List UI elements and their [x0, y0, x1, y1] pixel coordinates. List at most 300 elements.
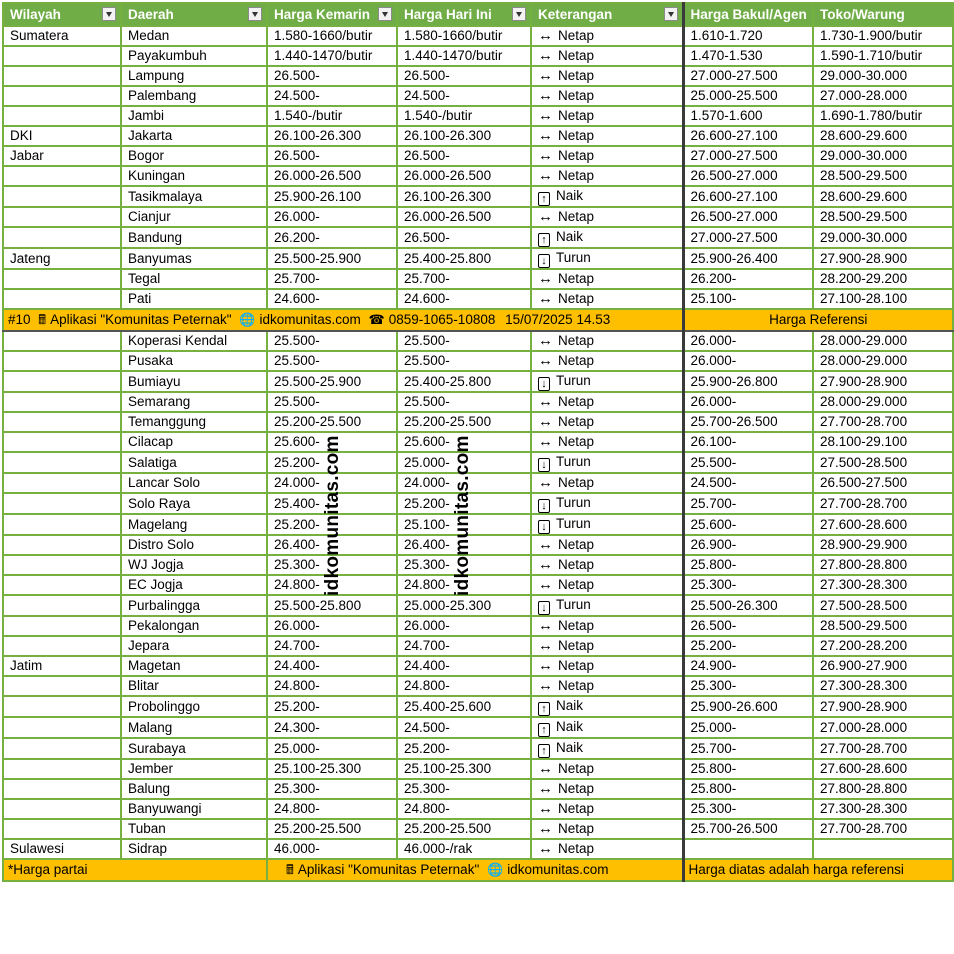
cell-harga-hari-ini[interactable]: 24.500-	[397, 86, 531, 106]
cell-harga-bakul[interactable]: 1.570-1.600	[683, 106, 813, 126]
cell-keterangan[interactable]	[531, 46, 683, 66]
cell-daerah[interactable]: Pati	[121, 289, 267, 309]
cell-wilayah[interactable]: Jabar	[3, 146, 121, 166]
header-wilayah[interactable]	[3, 3, 121, 26]
cell-keterangan[interactable]	[531, 738, 683, 759]
cell-keterangan[interactable]	[531, 452, 683, 473]
header-harga-bakul[interactable]	[683, 3, 813, 26]
cell-keterangan[interactable]	[531, 126, 683, 146]
cell-keterangan[interactable]	[531, 26, 683, 46]
cell-wilayah[interactable]	[3, 717, 121, 738]
cell-harga-bakul[interactable]: 24.500-	[683, 473, 813, 493]
cell-toko-warung[interactable]: 28.000-29.000	[813, 392, 953, 412]
cell-toko-warung[interactable]: 27.700-28.700	[813, 493, 953, 514]
cell-wilayah[interactable]	[3, 331, 121, 351]
cell-harga-hari-ini[interactable]: 25.300-	[397, 555, 531, 575]
cell-harga-hari-ini[interactable]: 26.000-26.500	[397, 207, 531, 227]
cell-wilayah[interactable]	[3, 779, 121, 799]
cell-daerah[interactable]: Magelang	[121, 514, 267, 535]
cell-wilayah[interactable]: Sumatera	[3, 26, 121, 46]
cell-harga-kemarin[interactable]: 24.700-	[267, 636, 397, 656]
cell-keterangan[interactable]	[531, 616, 683, 636]
cell-wilayah[interactable]	[3, 514, 121, 535]
cell-wilayah[interactable]	[3, 535, 121, 555]
cell-harga-hari-ini[interactable]: 25.000-	[397, 452, 531, 473]
cell-toko-warung[interactable]: 28.000-29.000	[813, 351, 953, 371]
cell-harga-bakul[interactable]: 26.600-27.100	[683, 126, 813, 146]
cell-daerah[interactable]: Malang	[121, 717, 267, 738]
cell-keterangan[interactable]	[531, 207, 683, 227]
cell-daerah[interactable]: Banyumas	[121, 248, 267, 269]
cell-keterangan[interactable]	[531, 186, 683, 207]
cell-keterangan[interactable]	[531, 535, 683, 555]
cell-harga-bakul[interactable]	[683, 839, 813, 859]
cell-daerah[interactable]: EC Jogja	[121, 575, 267, 595]
cell-harga-kemarin[interactable]: 26.000-26.500	[267, 166, 397, 186]
cell-toko-warung[interactable]: 26.900-27.900	[813, 656, 953, 676]
cell-daerah[interactable]: Semarang	[121, 392, 267, 412]
cell-harga-hari-ini[interactable]: 24.800-	[397, 575, 531, 595]
cell-wilayah[interactable]	[3, 759, 121, 779]
cell-harga-hari-ini[interactable]: 25.100-	[397, 514, 531, 535]
cell-daerah[interactable]: Cianjur	[121, 207, 267, 227]
cell-harga-kemarin[interactable]: 25.500-25.900	[267, 248, 397, 269]
cell-harga-hari-ini[interactable]: 46.000-/rak	[397, 839, 531, 859]
cell-harga-kemarin[interactable]: 24.600-	[267, 289, 397, 309]
cell-keterangan[interactable]	[531, 473, 683, 493]
cell-daerah[interactable]: Lampung	[121, 66, 267, 86]
cell-harga-hari-ini[interactable]: 25.500-	[397, 331, 531, 351]
cell-harga-kemarin[interactable]: 1.440-1470/butir	[267, 46, 397, 66]
cell-toko-warung[interactable]: 27.800-28.800	[813, 555, 953, 575]
cell-keterangan[interactable]	[531, 514, 683, 535]
cell-harga-hari-ini[interactable]: 25.500-	[397, 351, 531, 371]
cell-wilayah[interactable]	[3, 819, 121, 839]
cell-keterangan[interactable]	[531, 432, 683, 452]
cell-daerah[interactable]: Tegal	[121, 269, 267, 289]
cell-daerah[interactable]: Tuban	[121, 819, 267, 839]
cell-harga-kemarin[interactable]: 24.000-	[267, 473, 397, 493]
cell-harga-kemarin[interactable]: 24.800-	[267, 799, 397, 819]
cell-wilayah[interactable]: DKI	[3, 126, 121, 146]
cell-toko-warung[interactable]: 28.000-29.000	[813, 331, 953, 351]
cell-harga-kemarin[interactable]: 26.100-26.300	[267, 126, 397, 146]
cell-toko-warung[interactable]: 27.600-28.600	[813, 759, 953, 779]
cell-keterangan[interactable]	[531, 555, 683, 575]
cell-keterangan[interactable]	[531, 799, 683, 819]
cell-keterangan[interactable]	[531, 248, 683, 269]
cell-harga-bakul[interactable]: 25.100-	[683, 289, 813, 309]
cell-wilayah[interactable]: Jatim	[3, 656, 121, 676]
cell-harga-hari-ini[interactable]: 24.500-	[397, 717, 531, 738]
cell-toko-warung[interactable]: 27.900-28.900	[813, 371, 953, 392]
cell-toko-warung[interactable]: 29.000-30.000	[813, 146, 953, 166]
cell-wilayah[interactable]	[3, 636, 121, 656]
cell-harga-bakul[interactable]: 26.500-	[683, 616, 813, 636]
cell-daerah[interactable]: Banyuwangi	[121, 799, 267, 819]
cell-wilayah[interactable]	[3, 66, 121, 86]
cell-wilayah[interactable]	[3, 371, 121, 392]
cell-keterangan[interactable]	[531, 779, 683, 799]
cell-harga-kemarin[interactable]: 25.500-	[267, 331, 397, 351]
cell-harga-kemarin[interactable]: 24.500-	[267, 86, 397, 106]
cell-toko-warung[interactable]: 29.000-30.000	[813, 227, 953, 248]
cell-toko-warung[interactable]: 27.700-28.700	[813, 412, 953, 432]
cell-harga-hari-ini[interactable]: 25.500-	[397, 392, 531, 412]
cell-harga-bakul[interactable]: 25.600-	[683, 514, 813, 535]
header-daerah[interactable]	[121, 3, 267, 26]
cell-toko-warung[interactable]: 27.300-28.300	[813, 676, 953, 696]
cell-daerah[interactable]: Balung	[121, 779, 267, 799]
header-harga-kemarin[interactable]	[267, 3, 397, 26]
cell-toko-warung[interactable]: 27.000-28.000	[813, 717, 953, 738]
cell-toko-warung[interactable]: 28.500-29.500	[813, 166, 953, 186]
cell-harga-kemarin[interactable]: 25.000-	[267, 738, 397, 759]
cell-harga-bakul[interactable]: 27.000-27.500	[683, 227, 813, 248]
cell-keterangan[interactable]	[531, 575, 683, 595]
cell-harga-bakul[interactable]: 26.000-	[683, 331, 813, 351]
cell-harga-bakul[interactable]: 25.300-	[683, 799, 813, 819]
cell-harga-hari-ini[interactable]: 25.200-25.500	[397, 412, 531, 432]
cell-wilayah[interactable]	[3, 595, 121, 616]
cell-daerah[interactable]: Medan	[121, 26, 267, 46]
left-right-arrow-icon: ↔	[538, 208, 553, 225]
cell-harga-kemarin[interactable]: 26.400-	[267, 535, 397, 555]
cell-toko-warung[interactable]: 28.500-29.500	[813, 207, 953, 227]
cell-harga-bakul[interactable]: 25.900-26.600	[683, 696, 813, 717]
cell-keterangan[interactable]	[531, 106, 683, 126]
cell-harga-hari-ini[interactable]: 25.700-	[397, 269, 531, 289]
cell-wilayah[interactable]	[3, 473, 121, 493]
cell-harga-kemarin[interactable]: 1.540-/butir	[267, 106, 397, 126]
cell-harga-hari-ini[interactable]: 26.000-26.500	[397, 166, 531, 186]
cell-keterangan[interactable]	[531, 656, 683, 676]
cell-daerah[interactable]: Magetan	[121, 656, 267, 676]
cell-harga-hari-ini[interactable]: 24.400-	[397, 656, 531, 676]
cell-harga-hari-ini[interactable]: 25.200-	[397, 738, 531, 759]
cell-daerah[interactable]: Pusaka	[121, 351, 267, 371]
header-toko-warung[interactable]	[813, 3, 953, 26]
cell-harga-hari-ini[interactable]: 25.200-	[397, 493, 531, 514]
cell-harga-bakul[interactable]: 25.200-	[683, 636, 813, 656]
cell-harga-bakul[interactable]: 24.900-	[683, 656, 813, 676]
cell-harga-bakul[interactable]: 25.800-	[683, 555, 813, 575]
cell-toko-warung[interactable]: 27.100-28.100	[813, 289, 953, 309]
cell-daerah[interactable]: Palembang	[121, 86, 267, 106]
cell-keterangan[interactable]	[531, 717, 683, 738]
cell-toko-warung[interactable]: 27.700-28.700	[813, 738, 953, 759]
banner-website[interactable]: idkomunitas.com	[259, 312, 361, 327]
cell-daerah[interactable]: Purbalingga	[121, 595, 267, 616]
cell-harga-bakul[interactable]: 25.000-	[683, 717, 813, 738]
cell-harga-hari-ini[interactable]: 25.200-25.500	[397, 819, 531, 839]
cell-harga-kemarin[interactable]: 25.400-	[267, 493, 397, 514]
cell-harga-hari-ini[interactable]: 1.540-/butir	[397, 106, 531, 126]
cell-harga-kemarin[interactable]: 25.300-	[267, 555, 397, 575]
cell-harga-hari-ini[interactable]: 24.600-	[397, 289, 531, 309]
cell-harga-hari-ini[interactable]: 26.500-	[397, 66, 531, 86]
cell-harga-hari-ini[interactable]: 24.700-	[397, 636, 531, 656]
cell-harga-kemarin[interactable]: 24.800-	[267, 676, 397, 696]
cell-harga-kemarin[interactable]: 25.900-26.100	[267, 186, 397, 207]
cell-harga-bakul[interactable]: 25.000-25.500	[683, 86, 813, 106]
cell-wilayah[interactable]	[3, 207, 121, 227]
cell-harga-kemarin[interactable]: 24.400-	[267, 656, 397, 676]
dropdown-filter-icon[interactable]	[512, 7, 526, 21]
cell-toko-warung[interactable]: 28.100-29.100	[813, 432, 953, 452]
cell-harga-hari-ini[interactable]: 25.400-25.800	[397, 371, 531, 392]
cell-keterangan[interactable]	[531, 166, 683, 186]
cell-harga-bakul[interactable]: 27.000-27.500	[683, 66, 813, 86]
cell-harga-bakul[interactable]: 26.900-	[683, 535, 813, 555]
cell-keterangan[interactable]	[531, 676, 683, 696]
cell-toko-warung[interactable]: 28.200-29.200	[813, 269, 953, 289]
cell-harga-hari-ini[interactable]: 25.000-25.300	[397, 595, 531, 616]
cell-harga-bakul[interactable]: 25.900-26.800	[683, 371, 813, 392]
cell-harga-kemarin[interactable]: 25.200-	[267, 514, 397, 535]
cell-keterangan[interactable]	[531, 146, 683, 166]
cell-wilayah[interactable]: Jateng	[3, 248, 121, 269]
cell-wilayah[interactable]	[3, 493, 121, 514]
cell-daerah[interactable]: Jember	[121, 759, 267, 779]
cell-harga-bakul[interactable]: 26.000-	[683, 392, 813, 412]
cell-toko-warung[interactable]: 27.600-28.600	[813, 514, 953, 535]
cell-wilayah[interactable]	[3, 452, 121, 473]
cell-toko-warung[interactable]: 28.600-29.600	[813, 126, 953, 146]
cell-harga-kemarin[interactable]: 1.580-1660/butir	[267, 26, 397, 46]
cell-keterangan[interactable]	[531, 371, 683, 392]
cell-harga-kemarin[interactable]: 24.300-	[267, 717, 397, 738]
cell-daerah[interactable]: Distro Solo	[121, 535, 267, 555]
cell-harga-bakul[interactable]: 25.800-	[683, 779, 813, 799]
cell-harga-bakul[interactable]: 25.800-	[683, 759, 813, 779]
cell-toko-warung[interactable]: 1.690-1.780/butir	[813, 106, 953, 126]
cell-harga-kemarin[interactable]: 26.000-	[267, 207, 397, 227]
cell-keterangan[interactable]	[531, 86, 683, 106]
cell-toko-warung[interactable]: 26.500-27.500	[813, 473, 953, 493]
cell-harga-bakul[interactable]: 25.500-	[683, 452, 813, 473]
cell-toko-warung[interactable]: 29.000-30.000	[813, 66, 953, 86]
cell-daerah[interactable]: Bandung	[121, 227, 267, 248]
cell-daerah[interactable]: Jakarta	[121, 126, 267, 146]
left-right-arrow-icon: ↔	[538, 87, 553, 104]
cell-harga-kemarin[interactable]: 26.200-	[267, 227, 397, 248]
cell-keterangan[interactable]	[531, 819, 683, 839]
cell-harga-kemarin[interactable]: 26.500-	[267, 146, 397, 166]
cell-keterangan[interactable]	[531, 351, 683, 371]
cell-harga-hari-ini[interactable]: 24.800-	[397, 799, 531, 819]
cell-daerah[interactable]: Tasikmalaya	[121, 186, 267, 207]
cell-daerah[interactable]: Koperasi Kendal	[121, 331, 267, 351]
cell-harga-hari-ini[interactable]: 26.100-26.300	[397, 186, 531, 207]
cell-wilayah[interactable]	[3, 351, 121, 371]
cell-daerah[interactable]: Solo Raya	[121, 493, 267, 514]
cell-keterangan[interactable]	[531, 392, 683, 412]
cell-harga-kemarin[interactable]: 25.200-	[267, 696, 397, 717]
cell-harga-hari-ini[interactable]: 26.400-	[397, 535, 531, 555]
cell-harga-bakul[interactable]: 26.100-	[683, 432, 813, 452]
cell-harga-hari-ini[interactable]: 25.600-	[397, 432, 531, 452]
table-row	[3, 371, 953, 392]
cell-wilayah[interactable]	[3, 738, 121, 759]
cell-harga-hari-ini[interactable]: 1.580-1660/butir	[397, 26, 531, 46]
cell-harga-hari-ini[interactable]: 26.100-26.300	[397, 126, 531, 146]
cell-harga-bakul[interactable]: 26.600-27.100	[683, 186, 813, 207]
cell-harga-kemarin[interactable]: 25.100-25.300	[267, 759, 397, 779]
cell-harga-bakul[interactable]: 25.700-26.500	[683, 819, 813, 839]
cell-wilayah[interactable]: Sulawesi	[3, 839, 121, 859]
cell-daerah[interactable]: Surabaya	[121, 738, 267, 759]
cell-daerah[interactable]: Kuningan	[121, 166, 267, 186]
cell-harga-kemarin[interactable]: 25.300-	[267, 779, 397, 799]
cell-wilayah[interactable]	[3, 696, 121, 717]
cell-toko-warung[interactable]: 27.900-28.900	[813, 248, 953, 269]
cell-harga-bakul[interactable]: 26.500-27.000	[683, 207, 813, 227]
cell-harga-bakul[interactable]: 1.610-1.720	[683, 26, 813, 46]
cell-wilayah[interactable]	[3, 555, 121, 575]
banner-phone[interactable]: 0859-1065-10808	[388, 312, 496, 327]
cell-harga-bakul[interactable]: 1.470-1.530	[683, 46, 813, 66]
cell-harga-bakul[interactable]: 25.700-	[683, 738, 813, 759]
cell-harga-hari-ini[interactable]: 26.000-	[397, 616, 531, 636]
cell-wilayah[interactable]	[3, 616, 121, 636]
cell-harga-hari-ini[interactable]: 25.400-25.600	[397, 696, 531, 717]
cell-harga-hari-ini[interactable]: 25.100-25.300	[397, 759, 531, 779]
cell-wilayah[interactable]	[3, 186, 121, 207]
cell-harga-hari-ini[interactable]: 24.800-	[397, 676, 531, 696]
cell-daerah[interactable]: Salatiga	[121, 452, 267, 473]
cell-harga-bakul[interactable]: 25.700-26.500	[683, 412, 813, 432]
cell-harga-hari-ini[interactable]: 1.440-1470/butir	[397, 46, 531, 66]
dropdown-filter-icon[interactable]	[378, 7, 392, 21]
cell-keterangan[interactable]	[531, 636, 683, 656]
dropdown-filter-icon[interactable]	[248, 7, 262, 21]
cell-keterangan[interactable]	[531, 759, 683, 779]
cell-harga-kemarin[interactable]: 25.500-	[267, 392, 397, 412]
cell-harga-bakul[interactable]: 26.000-	[683, 351, 813, 371]
cell-keterangan[interactable]	[531, 66, 683, 86]
dropdown-filter-icon[interactable]	[664, 7, 678, 21]
cell-harga-kemarin[interactable]: 25.700-	[267, 269, 397, 289]
cell-harga-kemarin[interactable]: 25.200-	[267, 452, 397, 473]
cell-daerah[interactable]: Temanggung	[121, 412, 267, 432]
cell-daerah[interactable]: WJ Jogja	[121, 555, 267, 575]
cell-wilayah[interactable]	[3, 269, 121, 289]
status-label: Netap	[558, 148, 595, 163]
cell-toko-warung[interactable]: 27.500-28.500	[813, 595, 953, 616]
cell-harga-hari-ini[interactable]: 25.300-	[397, 779, 531, 799]
cell-wilayah[interactable]	[3, 166, 121, 186]
down-arrow-box-icon: ↓	[538, 254, 550, 268]
cell-harga-kemarin[interactable]: 26.500-	[267, 66, 397, 86]
footer-website[interactable]: idkomunitas.com	[507, 862, 609, 877]
cell-harga-hari-ini[interactable]: 26.500-	[397, 146, 531, 166]
cell-daerah[interactable]: Lancar Solo	[121, 473, 267, 493]
cell-harga-kemarin[interactable]: 25.200-25.500	[267, 412, 397, 432]
cell-toko-warung[interactable]: 28.500-29.500	[813, 616, 953, 636]
header-keterangan[interactable]	[531, 3, 683, 26]
cell-harga-bakul[interactable]: 27.000-27.500	[683, 146, 813, 166]
cell-toko-warung[interactable]: 28.900-29.900	[813, 535, 953, 555]
cell-harga-kemarin[interactable]: 26.000-	[267, 616, 397, 636]
cell-wilayah[interactable]	[3, 106, 121, 126]
header-harga-hari-ini[interactable]	[397, 3, 531, 26]
cell-keterangan[interactable]	[531, 331, 683, 351]
cell-wilayah[interactable]	[3, 412, 121, 432]
cell-daerah[interactable]: Probolinggo	[121, 696, 267, 717]
cell-wilayah[interactable]	[3, 432, 121, 452]
cell-daerah[interactable]: Jambi	[121, 106, 267, 126]
cell-keterangan[interactable]	[531, 269, 683, 289]
cell-toko-warung[interactable]: 27.900-28.900	[813, 696, 953, 717]
cell-toko-warung[interactable]: 27.200-28.200	[813, 636, 953, 656]
cell-daerah[interactable]: Jepara	[121, 636, 267, 656]
cell-harga-bakul[interactable]: 26.200-	[683, 269, 813, 289]
cell-harga-kemarin[interactable]: 25.500-	[267, 351, 397, 371]
dropdown-filter-icon[interactable]	[102, 7, 116, 21]
cell-wilayah[interactable]	[3, 676, 121, 696]
cell-toko-warung[interactable]	[813, 839, 953, 859]
cell-harga-hari-ini[interactable]: 26.500-	[397, 227, 531, 248]
cell-harga-kemarin[interactable]: 25.600-	[267, 432, 397, 452]
cell-daerah[interactable]: Payakumbuh	[121, 46, 267, 66]
cell-toko-warung[interactable]: 28.600-29.600	[813, 186, 953, 207]
cell-toko-warung[interactable]: 27.700-28.700	[813, 819, 953, 839]
cell-toko-warung[interactable]: 27.300-28.300	[813, 799, 953, 819]
cell-wilayah[interactable]	[3, 46, 121, 66]
cell-toko-warung[interactable]: 1.590-1.710/butir	[813, 46, 953, 66]
cell-harga-kemarin[interactable]: 46.000-	[267, 839, 397, 859]
cell-daerah[interactable]: Cilacap	[121, 432, 267, 452]
cell-harga-kemarin[interactable]: 24.800-	[267, 575, 397, 595]
cell-keterangan[interactable]	[531, 493, 683, 514]
cell-wilayah[interactable]	[3, 289, 121, 309]
cell-wilayah[interactable]	[3, 575, 121, 595]
cell-daerah[interactable]: Blitar	[121, 676, 267, 696]
cell-toko-warung[interactable]: 27.000-28.000	[813, 86, 953, 106]
cell-harga-kemarin[interactable]: 25.500-25.800	[267, 595, 397, 616]
cell-keterangan[interactable]	[531, 696, 683, 717]
cell-keterangan[interactable]	[531, 412, 683, 432]
cell-harga-kemarin[interactable]: 25.500-25.900	[267, 371, 397, 392]
cell-toko-warung[interactable]: 27.500-28.500	[813, 452, 953, 473]
cell-harga-kemarin[interactable]: 25.200-25.500	[267, 819, 397, 839]
cell-wilayah[interactable]	[3, 392, 121, 412]
cell-toko-warung[interactable]: 1.730-1.900/butir	[813, 26, 953, 46]
cell-daerah[interactable]: Bogor	[121, 146, 267, 166]
cell-wilayah[interactable]	[3, 799, 121, 819]
cell-harga-bakul[interactable]: 26.500-27.000	[683, 166, 813, 186]
cell-daerah[interactable]: Pekalongan	[121, 616, 267, 636]
cell-keterangan[interactable]	[531, 227, 683, 248]
cell-harga-bakul[interactable]: 25.900-26.400	[683, 248, 813, 269]
cell-harga-hari-ini[interactable]: 24.000-	[397, 473, 531, 493]
cell-keterangan[interactable]	[531, 595, 683, 616]
cell-harga-hari-ini[interactable]: 25.400-25.800	[397, 248, 531, 269]
cell-harga-bakul[interactable]: 25.300-	[683, 575, 813, 595]
cell-toko-warung[interactable]: 27.800-28.800	[813, 779, 953, 799]
cell-harga-bakul[interactable]: 25.500-26.300	[683, 595, 813, 616]
cell-keterangan[interactable]	[531, 289, 683, 309]
cell-harga-bakul[interactable]: 25.300-	[683, 676, 813, 696]
cell-wilayah[interactable]	[3, 86, 121, 106]
cell-daerah[interactable]: Sidrap	[121, 839, 267, 859]
cell-toko-warung[interactable]: 27.300-28.300	[813, 575, 953, 595]
cell-keterangan[interactable]	[531, 839, 683, 859]
cell-daerah[interactable]: Bumiayu	[121, 371, 267, 392]
cell-wilayah[interactable]	[3, 227, 121, 248]
cell-harga-bakul[interactable]: 25.700-	[683, 493, 813, 514]
